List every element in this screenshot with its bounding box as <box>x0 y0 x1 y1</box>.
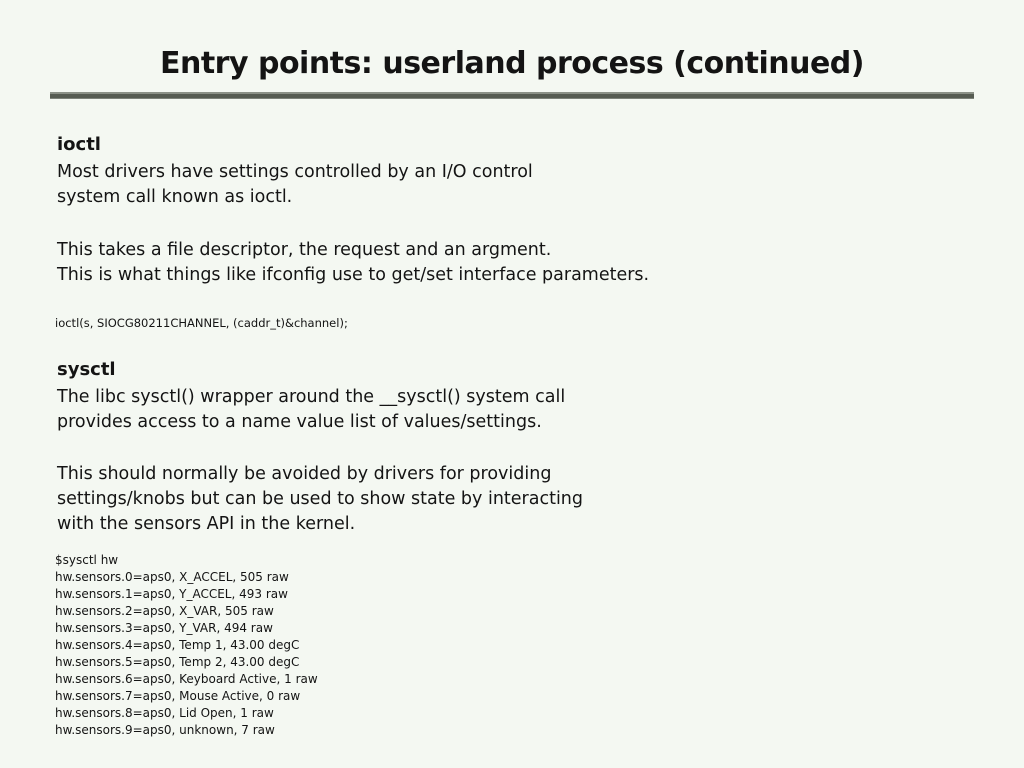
terminal-line: hw.sensors.6=aps0, Keyboard Active, 1 raw <box>55 672 318 686</box>
title-underline-rule <box>50 92 974 99</box>
text-line: The libc sysctl() wrapper around the __sysctl() system call <box>57 387 566 407</box>
text-line: This should normally be avoided by drivers for providing <box>57 464 552 484</box>
ioctl-paragraph-2 <box>57 238 649 288</box>
text-line: system call known as ioctl. <box>57 187 293 207</box>
text-line: This takes a file descriptor, the request and an argment. <box>57 240 552 260</box>
terminal-line: hw.sensors.7=aps0, Mouse Active, 0 raw <box>55 689 301 703</box>
terminal-line: hw.sensors.1=aps0, Y_ACCEL, 493 raw <box>55 587 288 601</box>
terminal-line: hw.sensors.4=aps0, Temp 1, 43.00 degC <box>55 638 300 652</box>
text-line: Most drivers have settings controlled by an I/O control <box>57 162 533 182</box>
terminal-line: hw.sensors.0=aps0, X_ACCEL, 505 raw <box>55 570 289 584</box>
sysctl-paragraph-1 <box>57 385 565 435</box>
text-line: provides access to a name value list of values/settings. <box>57 412 542 432</box>
ioctl-section-heading: ioctl <box>57 134 101 155</box>
terminal-line: hw.sensors.9=aps0, unknown, 7 raw <box>55 723 275 737</box>
terminal-line: hw.sensors.2=aps0, X_VAR, 505 raw <box>55 604 274 618</box>
ioctl-paragraph-1 <box>57 160 533 210</box>
text-line: This is what things like ifconfig use to get/set interface parameters. <box>57 265 650 285</box>
ioctl-code-example: ioctl(s, SIOCG80211CHANNEL, (caddr_t)&channel); <box>55 316 348 330</box>
sysctl-section-heading: sysctl <box>57 359 116 380</box>
sysctl-terminal-output <box>55 552 318 739</box>
terminal-line: hw.sensors.8=aps0, Lid Open, 1 raw <box>55 706 274 720</box>
terminal-line: hw.sensors.3=aps0, Y_VAR, 494 raw <box>55 621 273 635</box>
text-line: settings/knobs but can be used to show state by interacting <box>57 489 583 509</box>
text-line: with the sensors API in the kernel. <box>57 514 356 534</box>
slide-title: Entry points: userland process (continued) <box>159 46 864 81</box>
terminal-line: $sysctl hw <box>55 553 119 567</box>
sysctl-paragraph-2 <box>57 462 583 537</box>
terminal-line: hw.sensors.5=aps0, Temp 2, 43.00 degC <box>55 655 300 669</box>
